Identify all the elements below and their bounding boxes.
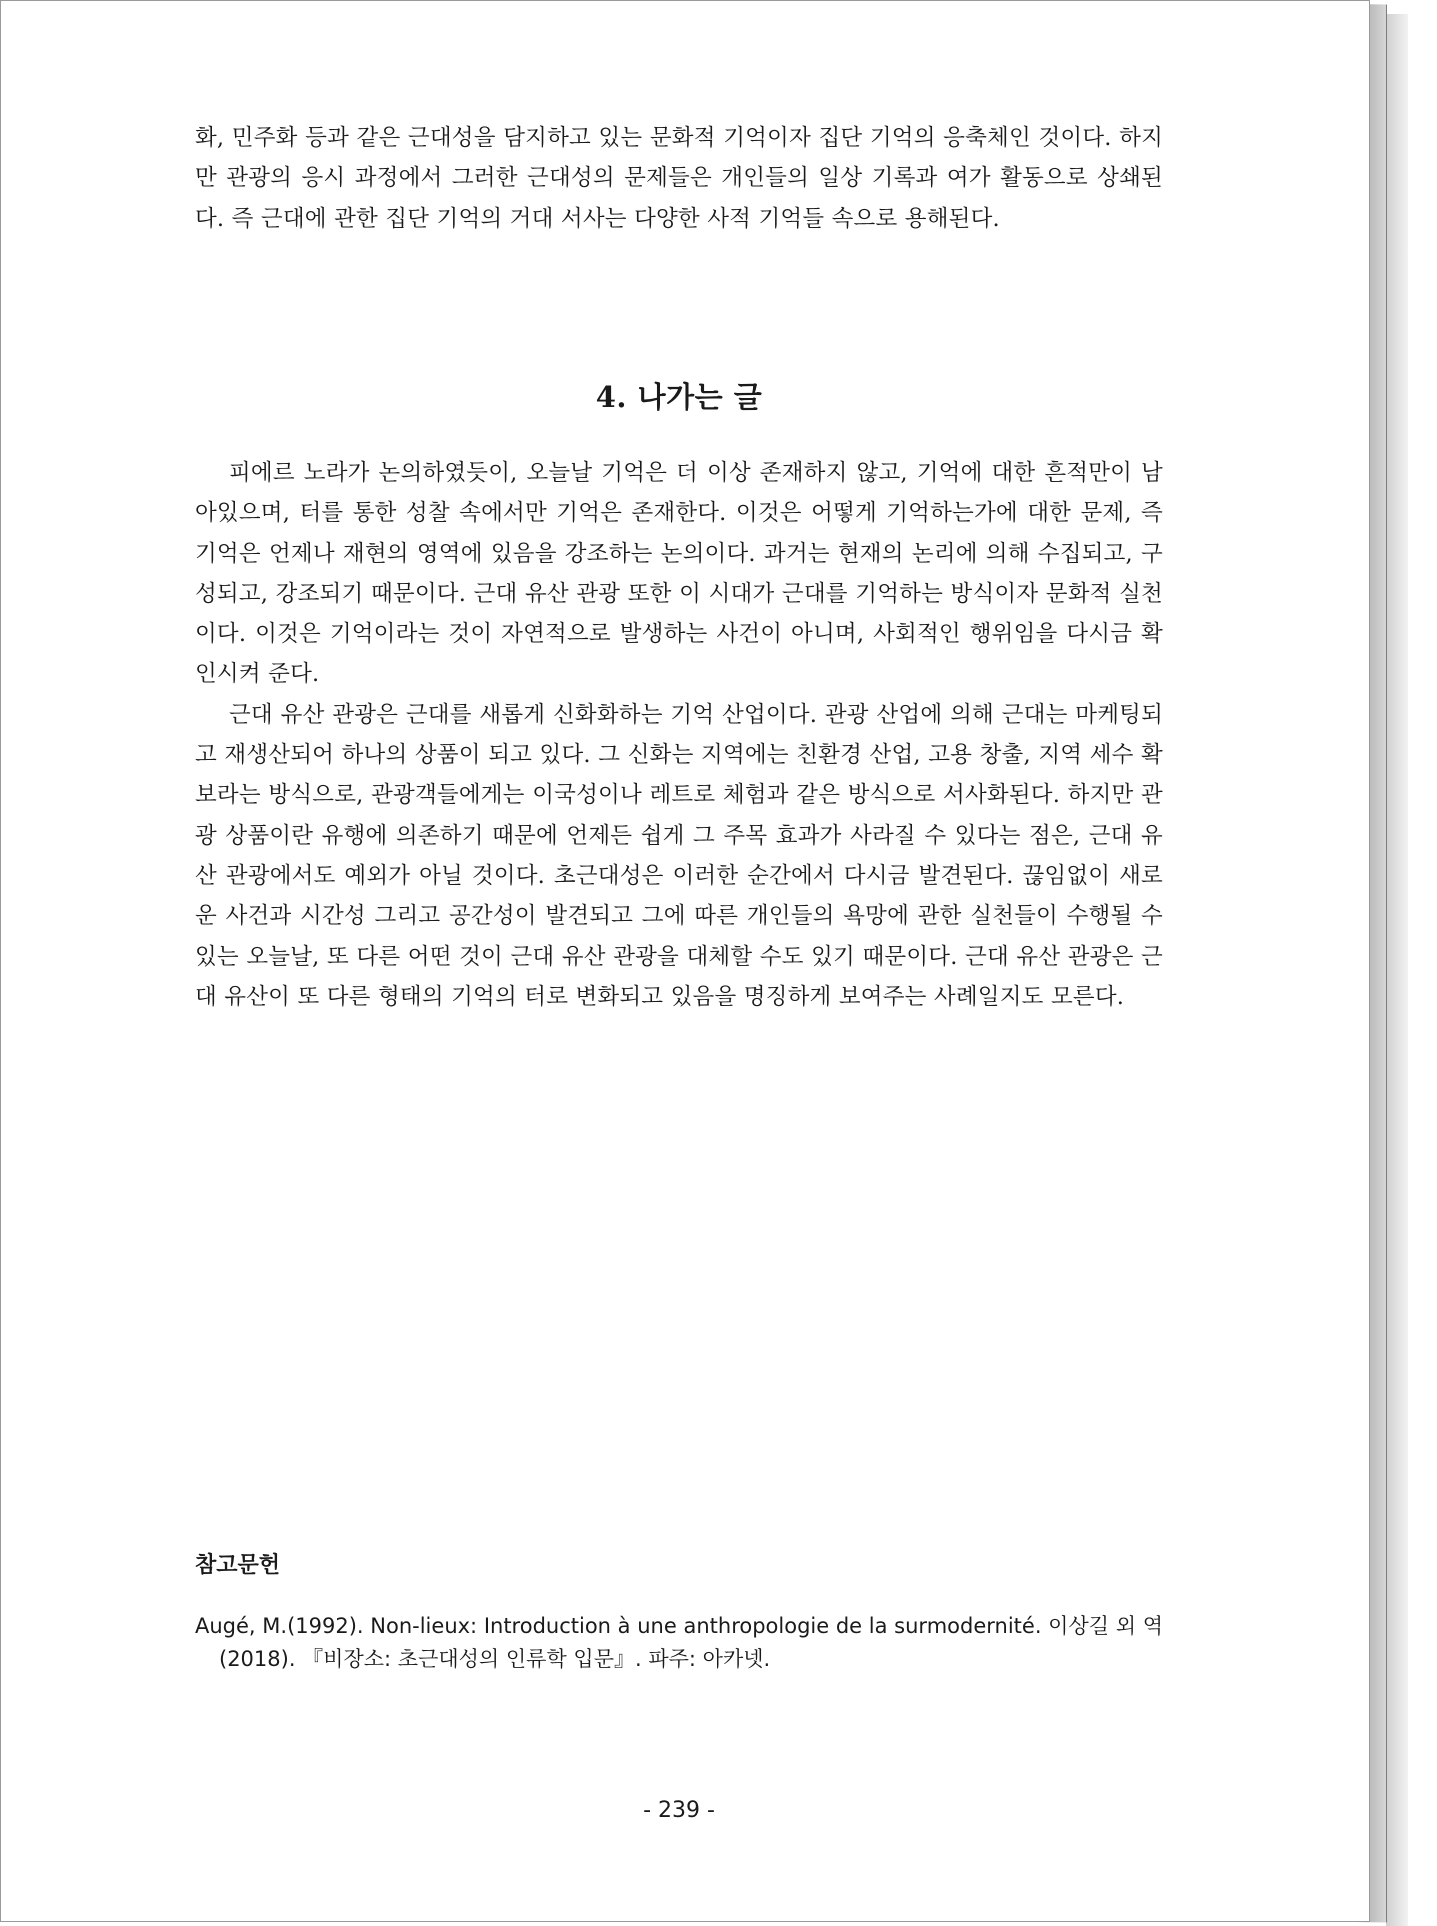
page-number: - 239 -	[643, 1798, 715, 1823]
intro-block	[195, 118, 1163, 239]
section-body	[195, 453, 1163, 1017]
body-paragraph-2: 근대 유산 관광은 근대를 새롭게 신화화하는 기억 산업이다. 관광 산업에 의해 근대는 마케팅되고 재생산되어 하나의 상품이 되고 있다. 그 신화는 지역에는 친환경 산업, 고용 창출, 지역 세수 확보라는 방식으로, 관광객들에게는 이국성이나 레트로 체험과 같은 방식으로 서사화된다. 하지만 관광 상품이란 유행에 의존하기 때문에 언제든 쉽게 그 주목 효과가 사라질 수 있다는 점은, 근대 유산 관광에서도 예외가 아닐 것이다. 초근대성은 이러한 순간에서 다시금 발견된다. 끊임없이 새로운 사건과 시간성 그리고 공간성이 발견되고 그에 따른 개인들의 욕망에 관한 실천들이 수행될 수 있는 오늘날, 또 다른 어떤 것이 근대 유산 관광을 대체할 수도 있기 때문이다. 근대 유산 관광은 근대 유산이 또 다른 형태의 기억의 터로 변화되고 있음을 명징하게 보여주는 사례일지도 모른다.	[195, 701, 1163, 1010]
reference-entry: Augé, M.(1992). Non-lieux: Introduction à une anthropologie de la surmodernité. 이상길 외 역 (2018). 『비장소: 초근대성의 인류학 입문』. 파주: 아카넷.	[195, 1614, 1163, 1671]
intro-paragraph: 화, 민주화 등과 같은 근대성을 담지하고 있는 문화적 기억이자 집단 기억의 응축체인 것이다. 하지만 관광의 응시 과정에서 그러한 근대성의 문제들은 개인들의 일상 기록과 여가 활동으로 상쇄된다. 즉 근대에 관한 집단 기억의 거대 서사는 다양한 사적 기억들 속으로 용해된다.	[195, 125, 1163, 232]
body-paragraph-1: 피에르 노라가 논의하였듯이, 오늘날 기억은 더 이상 존재하지 않고, 기억에 대한 흔적만이 남아있으며, 터를 통한 성찰 속에서만 기억은 존재한다. 이것은 어떻게 기억하는가에 대한 문제, 즉 기억은 언제나 재현의 영역에 있음을 강조하는 논의이다. 과거는 현재의 논리에 의해 수집되고, 구성되고, 강조되기 때문이다. 근대 유산 관광 또한 이 시대가 근대를 기억하는 방식이자 문화적 실천이다. 이것은 기억이라는 것이 자연적으로 발생하는 사건이 아니며, 사회적인 행위임을 다시금 확인시켜 준다.	[195, 460, 1163, 688]
page-stack-shadow	[1386, 14, 1408, 1926]
section-title: 4. 나가는 글	[595, 380, 763, 414]
references-heading: 참고문헌	[195, 1553, 281, 1578]
